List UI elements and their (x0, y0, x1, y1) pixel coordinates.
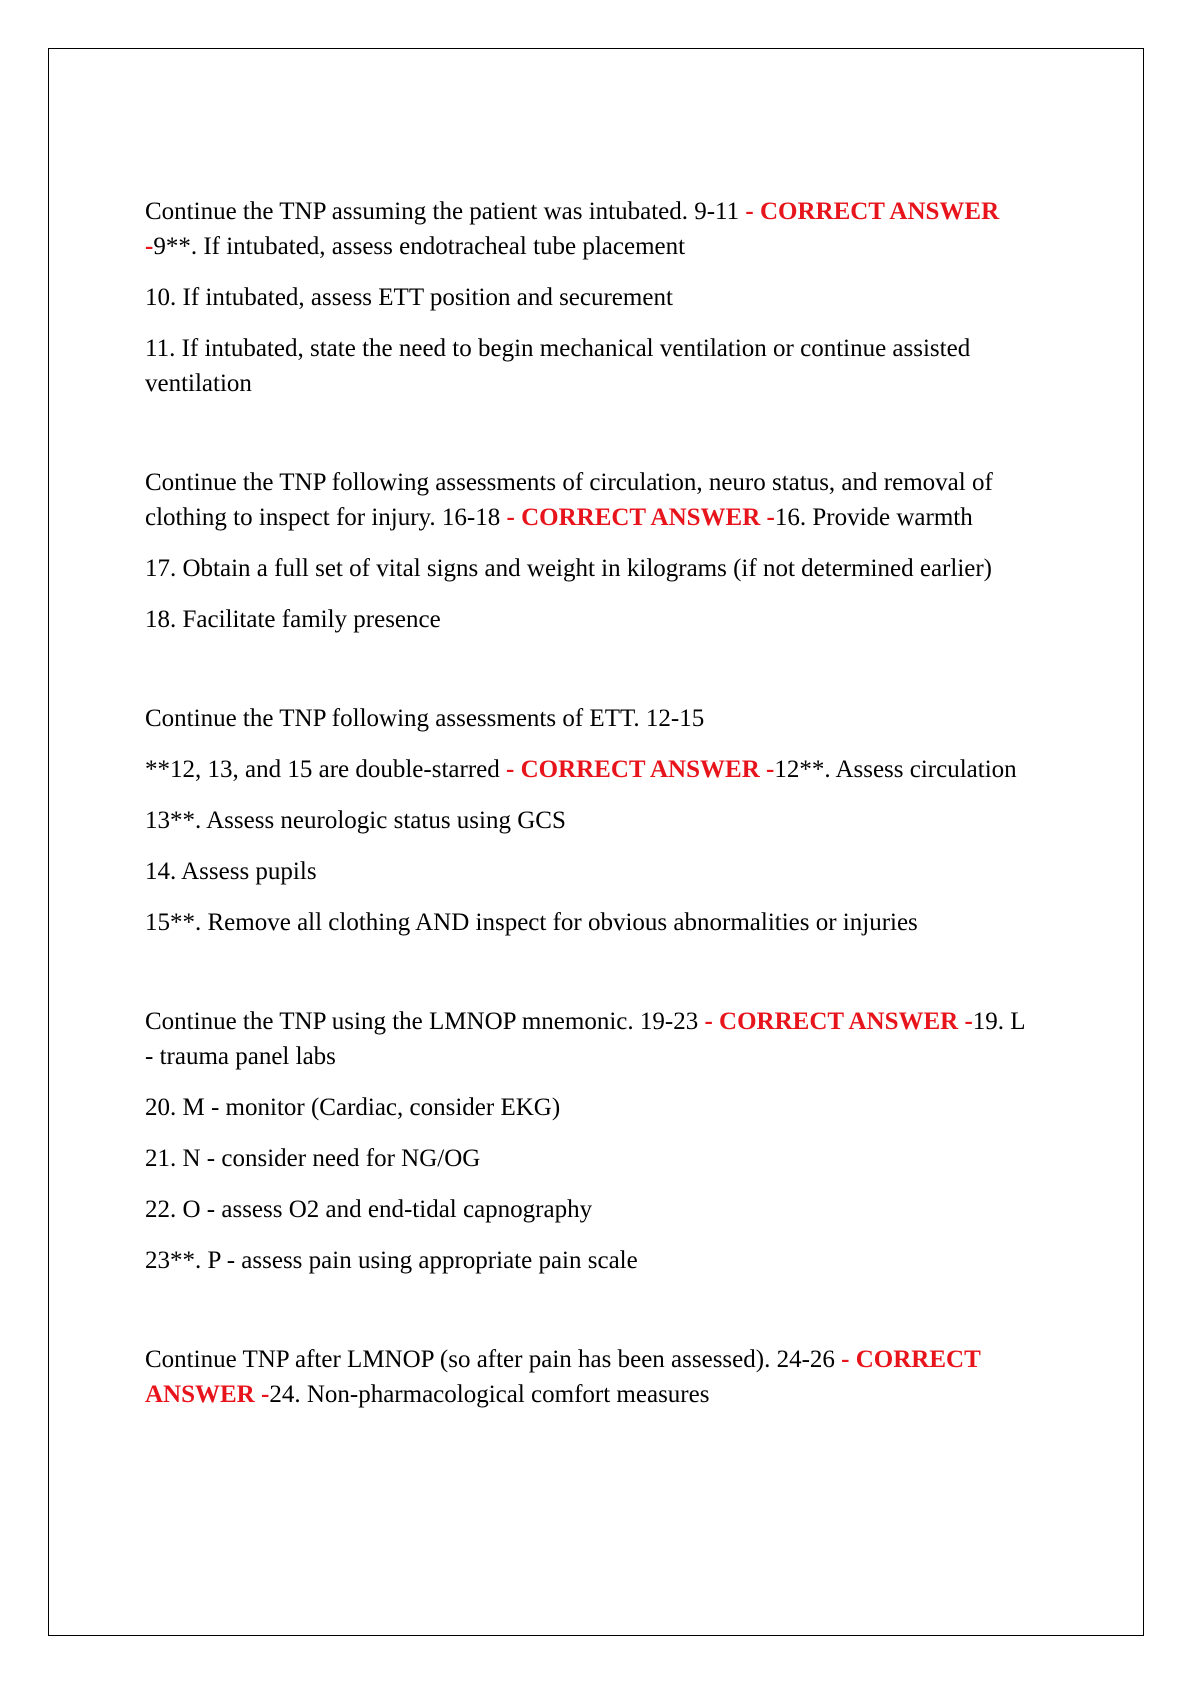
question-text: Continue TNP after LMNOP (so after pain has been assessed). 24-26 (145, 1346, 835, 1373)
question-text: Continue the TNP using the LMNOP mnemonic. 19-23 (145, 1008, 699, 1035)
question-paragraph: Continue the TNP following assessments of ETT. 12-15 (145, 705, 705, 732)
correct-answer-label: - CORRECT ANSWER - (145, 1346, 981, 1408)
question-text: Continue the TNP following assessments of circulation, neuro status, and removal of clothing to inspect for injury. 16-18 (145, 469, 993, 531)
answer-text: 9**. If intubated, assess endotracheal tube placement (153, 233, 686, 260)
answer-item: 18. Facilitate family presence (145, 606, 441, 633)
answer-text: 16. Provide warmth (774, 504, 973, 531)
qa-block (145, 1342, 1025, 1412)
correct-answer-label: - CORRECT ANSWER - (506, 756, 775, 783)
answer-item: 22. O - assess O2 and end-tidal capnography (145, 1196, 593, 1223)
answer-item: 15**. Remove all clothing AND inspect for obvious abnormalities or injuries (145, 909, 918, 936)
qa-block (145, 465, 1025, 637)
question-paragraph (145, 1004, 1025, 1074)
qa-block (145, 194, 1025, 401)
correct-answer-label: - CORRECT ANSWER - (506, 504, 775, 531)
answer-item: 21. N - consider need for NG/OG (145, 1145, 481, 1172)
answer-text: 19. L - trauma panel labs (145, 1008, 1025, 1070)
question-extra-text: **12, 13, and 15 are double-starred (145, 756, 500, 783)
question-paragraph (145, 194, 1025, 264)
answer-item: 13**. Assess neurologic status using GCS (145, 807, 566, 834)
correct-answer-label: - CORRECT ANSWER - (704, 1008, 973, 1035)
qa-block (145, 701, 1025, 940)
question-paragraph (145, 1342, 1025, 1412)
answer-item: 14. Assess pupils (145, 858, 317, 885)
question-text: Continue the TNP assuming the patient was intubated. 9-11 (145, 198, 740, 225)
answer-item: 10. If intubated, assess ETT position and securement (145, 284, 673, 311)
document-content (145, 194, 1025, 1428)
answer-item: 11. If intubated, state the need to begin mechanical ventilation or continue assisted ventilation (145, 335, 971, 397)
question-paragraph (145, 465, 1025, 535)
answer-item: 20. M - monitor (Cardiac, consider EKG) (145, 1094, 561, 1121)
answer-item: 23**. P - assess pain using appropriate pain scale (145, 1247, 638, 1274)
answer-item: 17. Obtain a full set of vital signs and weight in kilograms (if not determined earlier) (145, 555, 993, 582)
question-paragraph-extra (145, 752, 1025, 787)
answer-text: 12**. Assess circulation (774, 756, 1017, 783)
qa-block (145, 1004, 1025, 1278)
correct-answer-label: - CORRECT ANSWER - (145, 198, 1000, 260)
answer-text: 24. Non-pharmacological comfort measures (269, 1381, 710, 1408)
